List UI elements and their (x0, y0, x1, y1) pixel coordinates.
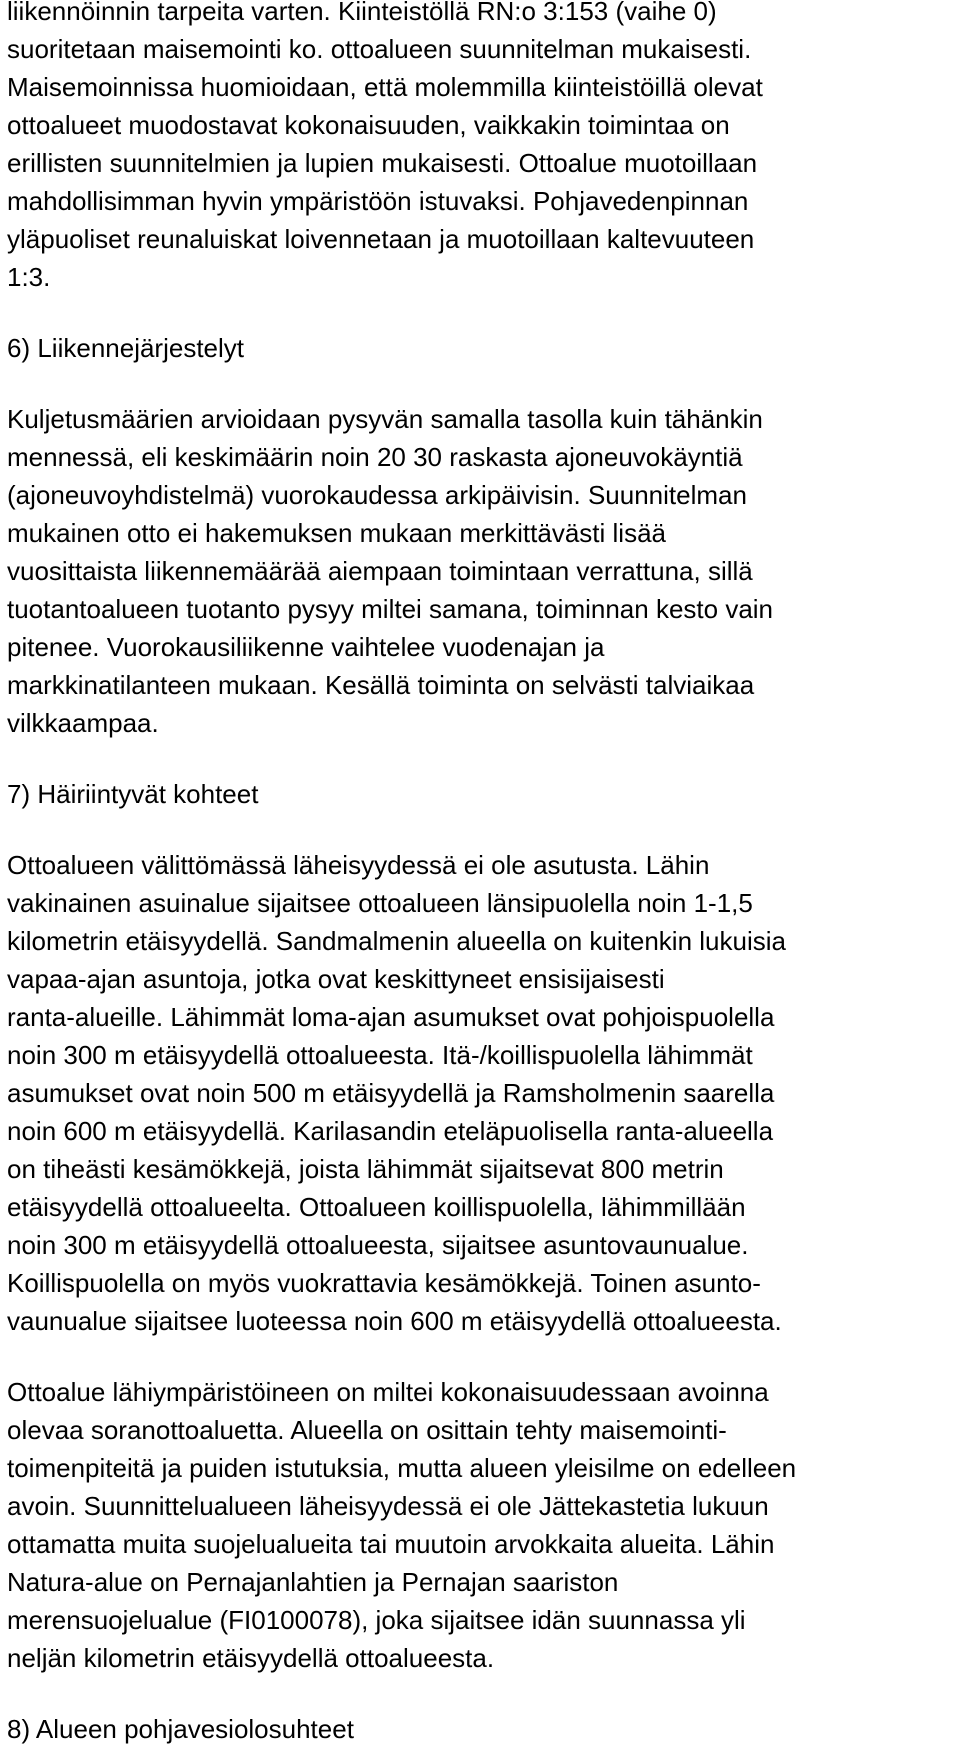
text-line: tuotantoalueen tuotanto pysyy miltei samana, toiminnan kesto vain (7, 594, 774, 624)
text-line: avoin. Suunnittelualueen läheisyydessä ei ole Jättekastetia lukuun (7, 1491, 769, 1521)
text-line: mahdollisimman hyvin ympäristöön istuvaksi. Pohjavedenpinnan (7, 186, 749, 216)
text-line: olevaa soranottoaluetta. Alueella on osittain tehty maisemointi- (7, 1415, 727, 1445)
text-line: ranta-alueille. Lähimmät loma-ajan asumukset ovat pohjoispuolella (7, 1002, 775, 1032)
text-line: kilometrin etäisyydellä. Sandmalmenin alueella on kuitenkin lukuisia (7, 926, 786, 956)
paragraph-gap (7, 367, 957, 400)
text-line: pitenee. Vuorokausiliikenne vaihtelee vuodenajan ja (7, 632, 605, 662)
section-heading-liikennejarjestelyt: 6) Liikennejärjestelyt (7, 333, 245, 363)
paragraph-gap (7, 1340, 957, 1373)
text-line: Ottoalueen välittömässä läheisyydessä ei ole asutusta. Lähin (7, 850, 710, 880)
text-line: liikennöinnin tarpeita varten. Kiinteistöllä RN:o 3:153 (vaihe 0) (7, 0, 717, 26)
text-line: Koillispuolella on myös vuokrattavia kesämökkejä. Toinen asunto- (7, 1268, 761, 1298)
text-line: 1:3. (7, 262, 51, 292)
section-heading-hairiintyvat-kohteet: 7) Häiriintyvät kohteet (7, 779, 259, 809)
text-line: vapaa-ajan asuntoja, jotka ovat keskittyneet ensisijaisesti (7, 964, 665, 994)
text-line: Ottoalue lähiympäristöineen on miltei kokonaisuudessaan avoinna (7, 1377, 769, 1407)
paragraph-gap (7, 296, 957, 329)
text-line: vakinainen asuinalue sijaitsee ottoalueen länsipuolella noin 1-1,5 (7, 888, 753, 918)
text-line: suoritetaan maisemointi ko. ottoalueen suunnitelman mukaisesti. (7, 34, 752, 64)
paragraph-gap (7, 1677, 957, 1710)
text-line: Natura-alue on Pernajanlahtien ja Pernajan saariston (7, 1567, 619, 1597)
text-line: on tiheästi kesämökkejä, joista lähimmät sijaitsevat 800 metrin (7, 1154, 724, 1184)
text-line: etäisyydellä ottoalueelta. Ottoalueen koillispuolella, lähimmillään (7, 1192, 746, 1222)
text-line: noin 600 m etäisyydellä. Karilasandin eteläpuolisella ranta-alueella (7, 1116, 774, 1146)
landscape-paragraph (7, 1373, 957, 1677)
text-line: erillisten suunnitelmien ja lupien mukaisesti. Ottoalue muotoillaan (7, 148, 758, 178)
text-line: mennessä, eli keskimäärin noin 20 30 raskasta ajoneuvokäyntiä (7, 442, 743, 472)
text-line: markkinatilanteen mukaan. Kesällä toiminta on selvästi talviaikaa (7, 670, 755, 700)
document-page (7, 0, 957, 1748)
section7-paragraph (7, 846, 957, 1340)
paragraph-gap (7, 813, 957, 846)
text-line: Kuljetusmäärien arvioidaan pysyvän samalla tasolla kuin tähänkin (7, 404, 763, 434)
text-line: toimenpiteitä ja puiden istutuksia, mutta alueen yleisilme on edelleen (7, 1453, 797, 1483)
text-line: neljän kilometrin etäisyydellä ottoalueesta. (7, 1643, 495, 1673)
section6-paragraph (7, 400, 957, 742)
intro-paragraph (7, 0, 957, 296)
text-line: noin 300 m etäisyydellä ottoalueesta. Itä-/koillispuolella lähimmät (7, 1040, 753, 1070)
text-line: vuosittaista liikennemäärää aiempaan toimintaan verrattuna, sillä (7, 556, 753, 586)
text-line: noin 300 m etäisyydellä ottoalueesta, sijaitsee asuntovaunualue. (7, 1230, 749, 1260)
text-line: ottamatta muita suojelualueita tai muutoin arvokkaita alueita. Lähin (7, 1529, 775, 1559)
text-line: yläpuoliset reunaluiskat loivennetaan ja muotoillaan kaltevuuteen (7, 224, 755, 254)
text-line: merensuojelualue (FI0100078), joka sijaitsee idän suunnassa yli (7, 1605, 746, 1635)
text-line: vilkkaampaa. (7, 708, 159, 738)
text-line: Maisemoinnissa huomioidaan, että molemmilla kiinteistöillä olevat (7, 72, 763, 102)
text-line: mukainen otto ei hakemuksen mukaan merkittävästi lisää (7, 518, 666, 548)
text-line: (ajoneuvoyhdistelmä) vuorokaudessa arkipäivisin. Suunnitelman (7, 480, 747, 510)
section-heading-pohjavesiolosuhteet: 8) Alueen pohjavesiolosuhteet (7, 1714, 354, 1744)
text-line: ottoalueet muodostavat kokonaisuuden, vaikkakin toimintaa on (7, 110, 730, 140)
text-line: vaunualue sijaitsee luoteessa noin 600 m etäisyydellä ottoalueesta. (7, 1306, 782, 1336)
paragraph-gap (7, 742, 957, 775)
text-line: asumukset ovat noin 500 m etäisyydellä ja Ramsholmenin saarella (7, 1078, 775, 1108)
